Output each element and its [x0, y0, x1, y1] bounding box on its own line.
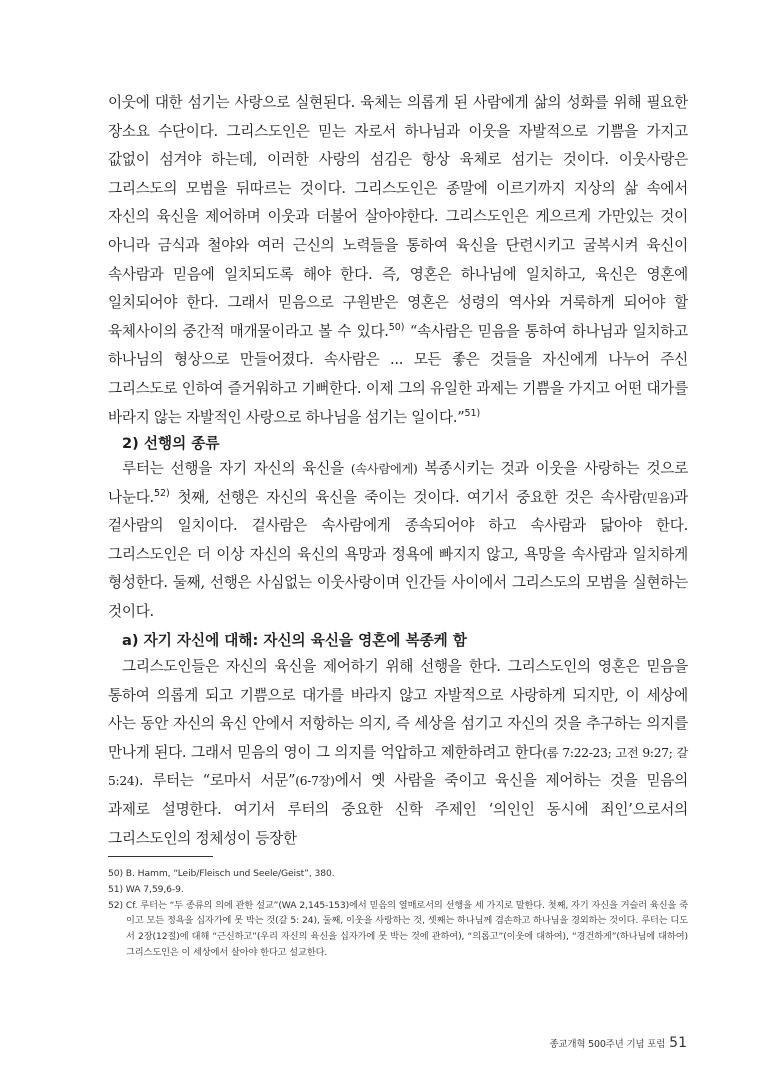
paragraph-text: 에서 옛 사람을 죽이고 육신을 제어하는 것을 믿음의 과제로 설명한다. 여기서 루터의 중요한 신학 주제인 ‘의인인 동시에 죄인’으로서의 그리스도인의 정체성이 등장한 [108, 772, 688, 847]
paragraph-text: 그리스도인들은 자신의 육신을 제어하기 위해 선행을 한다. 그리스도인의 영혼은 믿음을 통하여 의롭게 되고 기쁨으로 대가를 바라지 않고 자발적으로 사랑하게 되지만, 이 세상에 사는 동안 자신의 육신 안에서 저항하는 의지, 즉 세상을 섬기고 자신의 것을 추구하는 의지를 만나게 된다. 그래서 믿음의 영이 그 의지를 억압하고 제한하려고 한다 [108, 658, 688, 761]
footnotes [108, 866, 688, 961]
footer-tag: 종교개혁 500주년 기념 포럼 [549, 1039, 666, 1050]
footnote-52: 52) Cf. 루터는 “두 종류의 의에 관한 설교”(WA 2,145-153)에서 믿음의 열매로서의 선행을 세 가지로 말한다. 첫째, 자기 자신을 거슬러 육신을 죽이고 모든 정욕을 십자가에 못 박는 것(갈 5: 24), 둘째, 이웃을 사랑하는 것, 셋째는 하나님께 겸손하고 하나님을 경외하는 것이다. 루터는 디도서 2장(12절)에 대해 “근신하고”(우리 자신의 육신을 십자가에 못 박는 것에 관하여), “의롭고”(이웃에 대하여), “경건하게”(하나님에 대하여) 그리스도인은 이 세상에서 살아야 한다고 설교한다. [108, 899, 688, 958]
page-footer [549, 1032, 687, 1051]
body-paragraph-2 [108, 455, 688, 627]
paragraph-text: 과 겉사람의 일치이다. 겉사람은 속사람에게 종속되어야 하고 속사람과 닮아야 한다. 그리스도인은 더 이상 자신의 육신의 욕망과 정욕에 빠지지 않고, 욕망을 속사람과 일치하게 형성한다. 둘째, 선행은 사심없는 이웃사랑이며 인간들 사이에서 그리스도의 모범을 실현하는 것이다. [108, 488, 688, 620]
footnote-51: 51) WA 7,59,6-9. [108, 883, 184, 895]
paragraph-text: 이웃에 대한 섬기는 사랑으로 실현된다. 육체는 의롭게 된 사람에게 삶의 성화를 위해 필요한 장소요 수단이다. 그리스도인은 믿는 자로서 하나님과 이웃을 자발적으로 기쁨을 가지고 값없이 섬겨야 하는데, 이러한 사랑의 섬김은 항상 육체로 섬기는 것이다. 이웃사랑은 그리스도의 모범을 뒤따르는 것이다. 그리스도인은 종말에 이르기까지 지상의 삶 속에서 자신의 육신을 제어하며 이웃과 더불어 살아야한다. 그리스도인은 게으르게 가만있는 것이 아니라 금식과 철야와 여러 근신의 노력들을 통하여 육신을 단련시키고 굴복시켜 육신이 속사람과 믿음에 일치되도록 해야 한다. 즉, 영혼은 하나님에 일치하고, 육신은 영혼에 일치되어야 한다. 그래서 믿음으로 구원받은 영혼은 성령의 역사와 거룩하게 되어야 할 육체사이의 중간적 매개물이라고 볼 수 있다. [108, 94, 688, 340]
inline-note: (6-7장) [295, 774, 335, 789]
section-heading: 2) 선행의 종류 [122, 435, 220, 452]
inline-note: (롬 7:22-23; 고전 9:27; 갈 5:24) [108, 745, 689, 789]
inline-note: (믿음) [642, 490, 675, 505]
footnote-50: 50) B. Hamm, “Leib/Fleisch und Seele/Geist”, 380. [108, 868, 335, 879]
footnote-divider [108, 856, 213, 857]
footnote-ref-52[interactable]: 52) [153, 487, 170, 499]
paragraph-text: 복종시키는 것과 이웃을 사랑하는 것으로 나눈다. [108, 460, 688, 506]
paragraph-text: 첫째, 선행은 자신의 육신을 죽이는 것이다. 여기서 중요한 것은 속사람 [169, 488, 643, 506]
body-paragraph-1 [108, 89, 688, 432]
body-paragraph-3 [108, 653, 688, 853]
inline-note: (속사람에게) [350, 462, 418, 476]
footnote-ref-50[interactable]: 50) [388, 321, 405, 333]
footnote-ref-51[interactable]: 51) [464, 407, 481, 419]
paragraph-text: . 루터는 “로마서 서문” [138, 772, 296, 790]
paragraph-text: 루터는 선행을 자기 자신의 육신을 [122, 460, 351, 477]
subsection-heading: a) 자기 자신에 대해: 자신의 육신을 영혼에 복종케 함 [122, 632, 467, 649]
page-number: 51 [669, 1035, 687, 1051]
quote-text: “속사람은 믿음을 통하여 하나님과 일치하고 하나님의 형상으로 만들어졌다. 속사람은 ... 모든 좋은 것들을 자신에게 나누어 주신 그리스도로 인하여 즐거워하고 기뻐한다. 이제 그의 유일한 과제는 기쁨을 가지고 어떤 대가를 바라지 않는 자발적인 사랑으로 하나님을 섬기는 일이다.” [108, 322, 689, 426]
